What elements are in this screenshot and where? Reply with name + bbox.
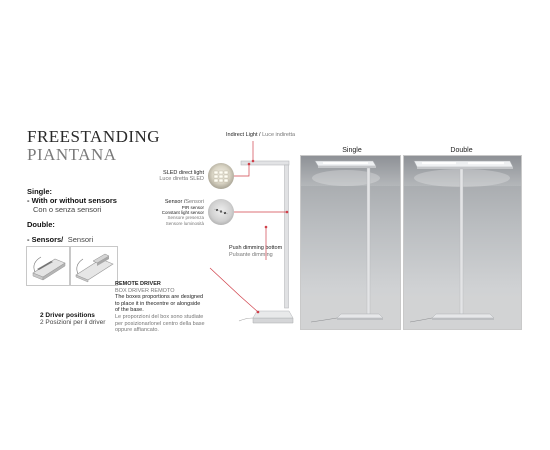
sensor-line-1: PIR sensor bbox=[181, 205, 204, 210]
remote-driver-subheading: BOX DRIVER REMOTO bbox=[115, 287, 175, 294]
driver-positions-it: 2 Posizioni per il driver bbox=[40, 319, 106, 326]
lamp-cable bbox=[239, 318, 253, 321]
sensor-it: Sensori bbox=[185, 199, 204, 205]
remote-driver-desc-it-2: per posizionarlonel centro della base bbox=[115, 320, 205, 327]
sled-en: SLED direct light bbox=[163, 170, 204, 176]
single-heading: Single: bbox=[27, 187, 53, 196]
indirect-light-en: Indirect Light / bbox=[226, 132, 261, 138]
remote-driver-desc-it-3: oppure affiancato. bbox=[115, 327, 159, 334]
single-lamp-illustration bbox=[301, 156, 400, 329]
sensor-line-3: Sensore presenza bbox=[167, 215, 204, 221]
double-heading: Double: bbox=[27, 220, 55, 229]
double-lamp-illustration bbox=[404, 156, 521, 329]
indirect-light-it: Luce indiretta bbox=[262, 132, 296, 138]
single-photo-label: Single bbox=[342, 147, 362, 154]
push-dimming-it: Pulsante dimming bbox=[229, 251, 273, 258]
callout-dots bbox=[248, 160, 289, 314]
single-option-it: Con o senza sensori bbox=[33, 205, 102, 214]
page-subtitle: PIANTANA bbox=[27, 145, 117, 164]
double-photo bbox=[403, 155, 522, 330]
sensor-line-2: Constant light sensor bbox=[161, 210, 204, 216]
double-photo-label: Double bbox=[450, 147, 473, 154]
sensor-en: Sensor / bbox=[164, 199, 186, 205]
page-title: FREESTANDING bbox=[27, 127, 161, 146]
single-option-en: - With or without sensors bbox=[27, 196, 117, 205]
remote-driver-desc-en-2: to place it in thecentre or alongside bbox=[115, 300, 201, 307]
remote-driver-heading: REMOTE DRIVER bbox=[115, 281, 161, 287]
sensor-line-4: Sensore luminosità bbox=[165, 220, 204, 226]
double-option-it: Sensori bbox=[67, 235, 94, 244]
single-photo bbox=[300, 155, 401, 330]
sled-it: Luce diretta SLED bbox=[159, 176, 204, 182]
driver-positions-en: 2 Driver positions bbox=[40, 312, 95, 319]
lamp-pole bbox=[285, 165, 289, 308]
double-option-en: - Sensors/ bbox=[27, 235, 64, 244]
remote-driver-desc-en-1: The boxes proportions are designed bbox=[115, 294, 204, 301]
lamp-base bbox=[253, 318, 293, 323]
push-dimming-en: Push dimming bottom bbox=[229, 245, 283, 251]
callout-lines bbox=[210, 141, 287, 312]
remote-driver-desc-it-1: Le proporzioni del box sono studiate bbox=[115, 313, 204, 320]
remote-driver-desc-en-3: of the base. bbox=[115, 307, 144, 314]
